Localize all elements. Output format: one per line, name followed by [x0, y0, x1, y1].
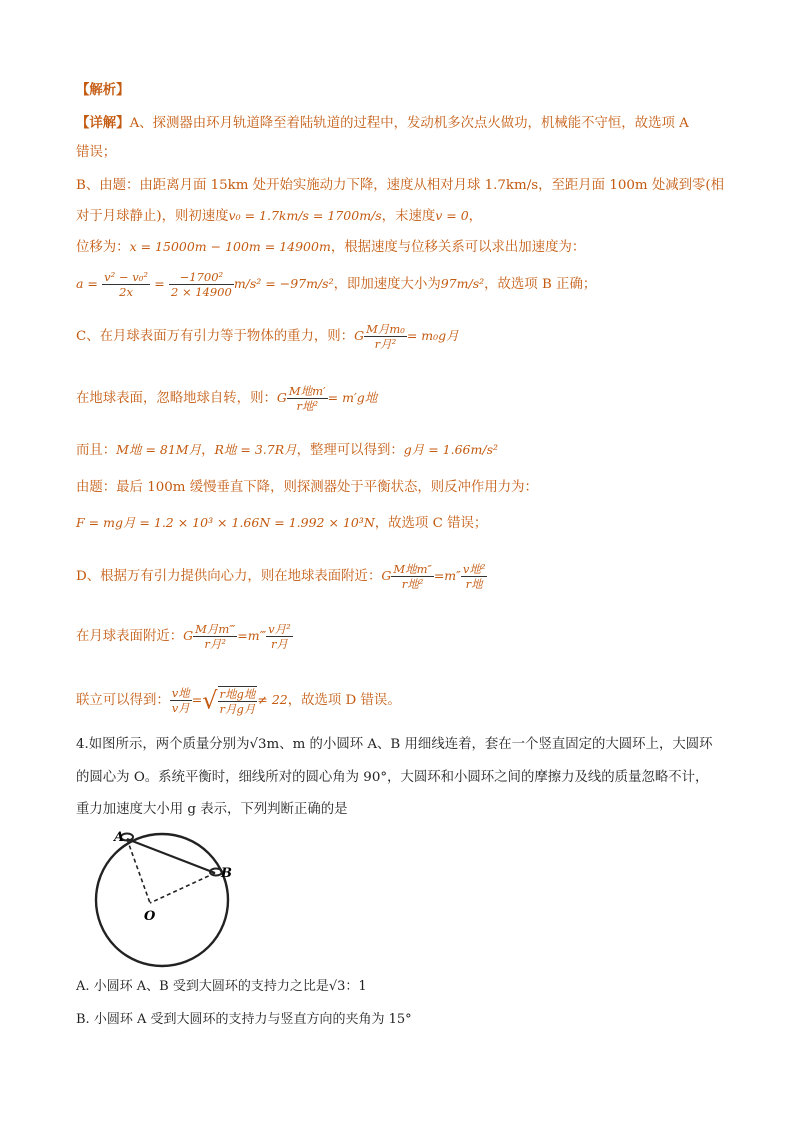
frac-num: M月m‴ — [195, 622, 236, 636]
option-d-analysis-line2 — [76, 616, 293, 657]
text: ，根据速度与位移关系可以求出加速度为： — [330, 240, 586, 255]
text: ， — [468, 209, 483, 224]
rhs: ≠ 22 — [257, 692, 288, 707]
text: ，故选项 C 错误； — [374, 516, 488, 531]
question-4-line2: 的圆心为 O。系统平衡时，细线所对的圆心角为 90°，大圆环和小圆环之间的摩擦力及线的质量忽略不计， — [76, 770, 709, 785]
rhs: = m′g地 — [327, 390, 378, 405]
text: D、根据万有引力提供向心力，则在地球表面附近： — [76, 569, 382, 584]
mass-ratio-math: M地 = 81M月 — [116, 442, 202, 457]
text: 在地球表面，忽略地球自转，则： — [76, 391, 277, 406]
mass: m″ — [444, 568, 461, 583]
analysis-heading: 【解析】 — [76, 82, 130, 98]
option-a-analysis-line2: 错误； — [76, 145, 117, 160]
radius-ratio-math: R地 = 3.7R月 — [214, 442, 297, 457]
text: 联立可以得到： — [76, 693, 170, 708]
text: C、在月球表面万有引力等于物体的重力，则： — [76, 329, 355, 344]
option-c-analysis-line3: 而且：M地 = 81M月，R地 = 3.7R月，整理可以得到：g月 = 1.66m/s² — [76, 442, 498, 458]
sqrt-symbol: √ — [202, 686, 218, 715]
question-4-line3: 重力加速度大小用 g 表示，下列判断正确的是 — [76, 802, 348, 817]
rhs: = m₀g月 — [406, 328, 459, 343]
frac-num: v² − v₀² — [104, 270, 148, 284]
moon-gravity-result: g月 = 1.66m/s² — [403, 442, 498, 457]
moon-velocity-fraction — [266, 622, 293, 651]
text: 位移为： — [76, 240, 130, 255]
accel-rhs: m/s² = −97m/s² — [233, 276, 334, 291]
option-c-analysis-line1 — [76, 318, 459, 355]
mass: m‴ — [247, 628, 267, 643]
frac-num: v地 — [171, 686, 190, 700]
text: ，故选项 D 错误。 — [287, 693, 401, 708]
option-d-analysis-line3: 联立可以得到： $\frac{\text{v地}}{\text{v月}}$ =√ $\frac{\text{r地g地}}{\text{r月g月}}$ ≠ 22，故选项 D 错误。 — [76, 686, 401, 716]
frac-num: r地g地 — [219, 686, 256, 701]
option-b-analysis-line3 — [76, 237, 585, 258]
earth-gravity-fraction — [287, 384, 328, 413]
option-a: A. 小圆环 A、B 受到大圆环的支持力之比是√3：1 — [76, 979, 367, 994]
radius-ob — [150, 873, 215, 903]
frac-den: r月g月 — [219, 701, 256, 716]
text: ，整理可以得到： — [296, 443, 404, 458]
frac-den: r地² — [296, 399, 319, 413]
text: ，即加速度大小为 — [333, 277, 441, 292]
question-4-line1: 4.如图所示，两个质量分别为√3m、m 的小圆环 A、B 用细线连着，套在一个竖直固定的大圆环上，大圆环 — [76, 737, 713, 752]
frac-den: r月² — [374, 337, 397, 351]
detail-tag: 【详解】 — [76, 115, 130, 131]
option-b-analysis-line1: B、由题：由距离月面 15km 处开始实施动力下降，速度从相对月球 1.7km/s，至距月面 100m 处减到零(相 — [76, 178, 725, 193]
initial-velocity-math: v₀ = 1.7km/s = 1700m/s — [228, 208, 382, 223]
radius-oa — [127, 839, 150, 903]
option-d-analysis-line1 — [76, 556, 487, 597]
option-c-analysis-line5 — [76, 513, 487, 534]
final-velocity-math: v = 0 — [435, 208, 469, 223]
frac-den: v月 — [171, 701, 190, 715]
gravitational-constant: G — [183, 628, 194, 643]
equals: = — [154, 276, 165, 291]
accel-lhs: a = — [76, 276, 98, 291]
label-o: O — [144, 909, 156, 924]
large-ring — [96, 834, 228, 966]
frac-num: v月² — [268, 622, 291, 636]
frac-num: v地² — [462, 562, 486, 576]
frac-den: r月 — [270, 637, 288, 651]
frac-num: M地m″ — [393, 562, 432, 576]
earth-centripetal-fraction — [391, 562, 433, 591]
string-line — [127, 839, 215, 873]
text: ，末速度 — [381, 209, 436, 224]
frac-den: 2x — [119, 285, 133, 299]
text: 在月球表面附近： — [76, 629, 184, 644]
acceleration-formula-line — [76, 266, 596, 303]
option-c-analysis-line4: 由题：最后 100m 缓慢垂直下降，则探测器处于平衡状态，则反冲作用力为： — [76, 480, 538, 495]
frac-num: M月m₀ — [366, 322, 405, 336]
frac-den: r月² — [204, 637, 227, 651]
earth-velocity-fraction — [461, 562, 488, 591]
velocity-ratio-fraction — [170, 686, 192, 715]
option-a-text: A、探测器由环月轨道降至着陆轨道的过程中，发动机多次点火做功，机械能不守恒，故选项 A — [129, 116, 689, 131]
gravitational-constant: G — [354, 328, 365, 343]
accel-fraction-2 — [169, 270, 234, 299]
label-a: A — [114, 830, 125, 845]
label-b: B — [221, 866, 232, 881]
moon-gravity-fraction — [364, 322, 407, 351]
displacement-math: x = 15000m − 100m = 14900m — [129, 239, 331, 254]
text: ，故选项 B 正确； — [484, 277, 597, 292]
option-a-analysis-line1 — [76, 113, 689, 134]
frac-den: 2 × 14900 — [170, 285, 232, 299]
option-b-analysis-line2 — [76, 206, 482, 227]
text: 而且： — [76, 443, 117, 458]
gravitational-constant: G — [381, 568, 392, 583]
ring-diagram — [78, 825, 248, 970]
accel-fraction-1 — [102, 270, 150, 299]
force-math: F = mg月 = 1.2 × 10³ × 1.66N = 1.992 × 10³N — [76, 515, 375, 530]
frac-num: M地m′ — [288, 384, 326, 398]
frac-den: r地 — [465, 577, 483, 591]
option-c-analysis-line2 — [76, 380, 377, 417]
option-b: B. 小圆环 A 受到大圆环的支持力与竖直方向的夹角为 15° — [76, 1012, 412, 1027]
moon-centripetal-fraction — [193, 622, 237, 651]
frac-num: −1700² — [169, 270, 234, 285]
gravitational-constant: G — [276, 390, 287, 405]
text: 对于月球静止)，则初速度 — [76, 209, 229, 224]
equals: = — [237, 628, 248, 643]
accel-magnitude: 97m/s² — [440, 276, 485, 291]
equals: = — [433, 568, 445, 583]
frac-den: r地² — [401, 577, 424, 591]
sqrt-fraction — [218, 686, 258, 716]
